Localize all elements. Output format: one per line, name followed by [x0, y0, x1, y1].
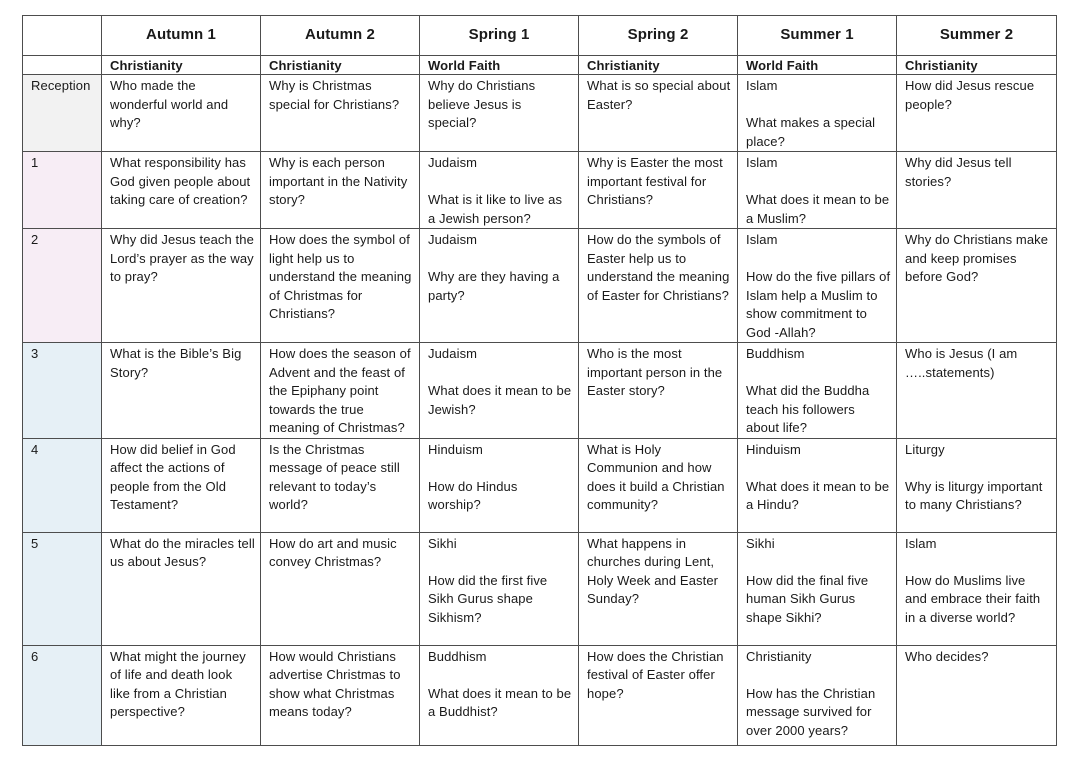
unit-question: What happens in churches during Lent, Holy Week and Easter Sunday? — [587, 535, 719, 606]
unit-question: Who is Jesus (I am …..statements) — [905, 346, 1018, 380]
unit-faith-title: Hinduism — [746, 441, 801, 457]
unit-question: Is the Christmas message of peace still relevant to today’s world? — [269, 441, 400, 512]
unit-cell — [102, 75, 261, 152]
unit-cell — [420, 438, 579, 532]
cell-spacer — [428, 173, 573, 192]
year-label: Reception — [23, 75, 102, 152]
strand-label: World Faith — [420, 56, 579, 75]
unit-question: What responsibility has God given people about taking care of creation? — [110, 155, 251, 207]
unit-question: What does it mean to be a Muslim? — [746, 192, 890, 226]
unit-question: How does the symbol of light help us to understand the meaning of Christmas for Christians? — [269, 232, 412, 321]
strand-label: Christianity — [261, 56, 420, 75]
unit-cell — [261, 229, 420, 343]
unit-question: Why is Christmas special for Christians? — [269, 78, 400, 112]
table-row — [23, 343, 1057, 439]
table-row — [23, 152, 1057, 229]
unit-cell — [738, 438, 897, 532]
unit-faith-title: Buddhism — [746, 346, 805, 361]
cell-spacer — [428, 250, 573, 269]
strand-label: Christianity — [102, 56, 261, 75]
column-header: Spring 1 — [420, 16, 579, 56]
strand-corner-cell — [23, 56, 102, 75]
unit-cell — [102, 343, 261, 439]
unit-question: What does it mean to be a Hindu? — [746, 478, 890, 512]
unit-cell — [420, 75, 579, 152]
unit-cell — [420, 343, 579, 439]
unit-question: How does the season of Advent and the feast of the Epiphany point towards the true meaning of Christmas? — [269, 346, 411, 435]
unit-cell — [261, 152, 420, 229]
unit-cell — [102, 645, 261, 745]
unit-faith-title: Islam — [746, 78, 778, 93]
unit-cell — [102, 152, 261, 229]
unit-question: How did belief in God affect the actions of people from the Old Testament? — [110, 441, 236, 512]
unit-cell — [579, 532, 738, 645]
unit-faith-title: Islam — [746, 155, 778, 170]
cell-spacer — [428, 364, 573, 383]
table-body — [23, 75, 1057, 746]
cell-spacer — [746, 553, 891, 572]
cell-spacer — [428, 553, 573, 572]
unit-cell — [897, 645, 1057, 745]
unit-faith-title: Judaism — [428, 155, 478, 170]
unit-cell — [261, 75, 420, 152]
unit-question: What might the journey of life and death look like from a Christian perspective? — [110, 648, 246, 719]
unit-question: Why did Jesus tell stories? — [905, 155, 1012, 189]
unit-faith-title: Sikhi — [428, 535, 457, 551]
unit-faith-title: Liturgy — [905, 441, 945, 457]
unit-question: Why did Jesus teach the Lord’s prayer as the way to pray? — [110, 232, 254, 284]
unit-question: Who is the most important person in the Easter story? — [587, 346, 723, 398]
unit-question: How would Christians advertise Christmas to show what Christmas means today? — [269, 648, 401, 719]
unit-question: What does it mean to be Jewish? — [428, 383, 572, 417]
unit-cell — [261, 438, 420, 532]
cell-spacer — [746, 364, 891, 383]
unit-cell — [579, 152, 738, 229]
unit-question: What is so special about Easter? — [587, 78, 731, 112]
unit-cell — [420, 532, 579, 645]
year-label: 5 — [23, 532, 102, 645]
unit-cell — [738, 229, 897, 343]
column-header: Summer 1 — [738, 16, 897, 56]
unit-cell — [897, 75, 1057, 152]
unit-question: What makes a special place? — [746, 115, 876, 149]
unit-faith-title: Judaism — [428, 346, 478, 361]
unit-cell — [738, 645, 897, 745]
cell-spacer — [428, 666, 573, 685]
table-row — [23, 75, 1057, 152]
unit-question: How do art and music convey Christmas? — [269, 535, 397, 569]
cell-spacer — [905, 459, 1051, 478]
unit-question: What is the Bible’s Big Story? — [110, 346, 242, 380]
strand-label: World Faith — [738, 56, 897, 75]
unit-cell — [261, 532, 420, 645]
year-label: 2 — [23, 229, 102, 343]
table-row — [23, 645, 1057, 745]
unit-faith-title: Hinduism — [428, 441, 483, 457]
unit-question: Why is liturgy important to many Christians? — [905, 478, 1043, 512]
unit-question: Who decides? — [905, 648, 989, 664]
cell-spacer — [746, 250, 891, 269]
unit-question: Who made the wonderful world and why? — [110, 78, 229, 130]
cell-spacer — [428, 459, 573, 478]
strand-label: Christianity — [579, 56, 738, 75]
unit-faith-title: Buddhism — [428, 648, 487, 664]
corner-cell — [23, 16, 102, 56]
unit-question: How has the Christian message survived for over 2000 years? — [746, 685, 876, 738]
unit-question: What is it like to live as a Jewish person? — [428, 192, 563, 226]
unit-cell — [738, 75, 897, 152]
unit-cell — [579, 343, 738, 439]
unit-cell — [579, 438, 738, 532]
unit-cell — [579, 645, 738, 745]
unit-cell — [897, 229, 1057, 343]
unit-cell — [420, 152, 579, 229]
unit-question: How did the final five human Sikh Gurus shape Sikhi? — [746, 572, 869, 625]
year-label: 1 — [23, 152, 102, 229]
unit-faith-title: Islam — [905, 535, 937, 551]
cell-spacer — [746, 666, 891, 685]
unit-cell — [102, 438, 261, 532]
unit-question: Why do Christians make and keep promises before God? — [905, 232, 1049, 284]
curriculum-table — [22, 15, 1057, 746]
cell-spacer — [746, 96, 891, 115]
year-label: 3 — [23, 343, 102, 439]
unit-cell — [102, 532, 261, 645]
year-label: 6 — [23, 645, 102, 745]
unit-question: Why is Easter the most important festival for Christians? — [587, 155, 723, 207]
unit-question: How do the symbols of Easter help us to understand the meaning of Easter for Christians? — [587, 232, 730, 303]
unit-question: Why are they having a party? — [428, 269, 560, 303]
unit-faith-title: Judaism — [428, 232, 478, 247]
table-row — [23, 532, 1057, 645]
table-row — [23, 438, 1057, 532]
table-row — [23, 229, 1057, 343]
column-header: Summer 2 — [897, 16, 1057, 56]
unit-cell — [579, 229, 738, 343]
unit-question: How do the five pillars of Islam help a Muslim to show commitment to God -Allah? — [746, 269, 891, 340]
unit-faith-title: Islam — [746, 232, 778, 247]
unit-question: What does it mean to be a Buddhist? — [428, 685, 572, 719]
column-header: Autumn 2 — [261, 16, 420, 56]
cell-spacer — [746, 459, 891, 478]
unit-cell — [420, 645, 579, 745]
header-row — [23, 16, 1057, 56]
unit-cell — [261, 343, 420, 439]
unit-cell — [897, 152, 1057, 229]
unit-cell — [261, 645, 420, 745]
unit-cell — [102, 229, 261, 343]
unit-question: How does the Christian festival of Easter offer hope? — [587, 648, 724, 701]
curriculum-table-wrapper — [22, 15, 1057, 746]
unit-cell — [897, 532, 1057, 645]
unit-question: Why do Christians believe Jesus is special? — [428, 78, 536, 130]
unit-question: How did the first five Sikh Gurus shape Sikhism? — [428, 572, 548, 625]
year-label: 4 — [23, 438, 102, 532]
strand-row — [23, 56, 1057, 75]
strand-label: Christianity — [897, 56, 1057, 75]
unit-question: How did Jesus rescue people? — [905, 78, 1035, 112]
column-header: Autumn 1 — [102, 16, 261, 56]
unit-question: What did the Buddha teach his followers about life? — [746, 383, 870, 435]
unit-cell — [738, 532, 897, 645]
unit-question: How do Muslims live and embrace their faith in a diverse world? — [905, 572, 1041, 625]
unit-question: What is Holy Communion and how does it build a Christian community? — [587, 441, 725, 512]
cell-spacer — [905, 553, 1051, 572]
unit-faith-title: Christianity — [746, 648, 812, 664]
unit-faith-title: Sikhi — [746, 535, 775, 551]
unit-cell — [897, 343, 1057, 439]
unit-cell — [738, 152, 897, 229]
unit-question: What do the miracles tell us about Jesus? — [110, 535, 255, 569]
unit-cell — [579, 75, 738, 152]
cell-spacer — [746, 173, 891, 192]
column-header: Spring 2 — [579, 16, 738, 56]
unit-question: Why is each person important in the Nativity story? — [269, 155, 408, 207]
unit-cell — [897, 438, 1057, 532]
unit-cell — [420, 229, 579, 343]
unit-question: How do Hindus worship? — [428, 478, 518, 512]
unit-cell — [738, 343, 897, 439]
